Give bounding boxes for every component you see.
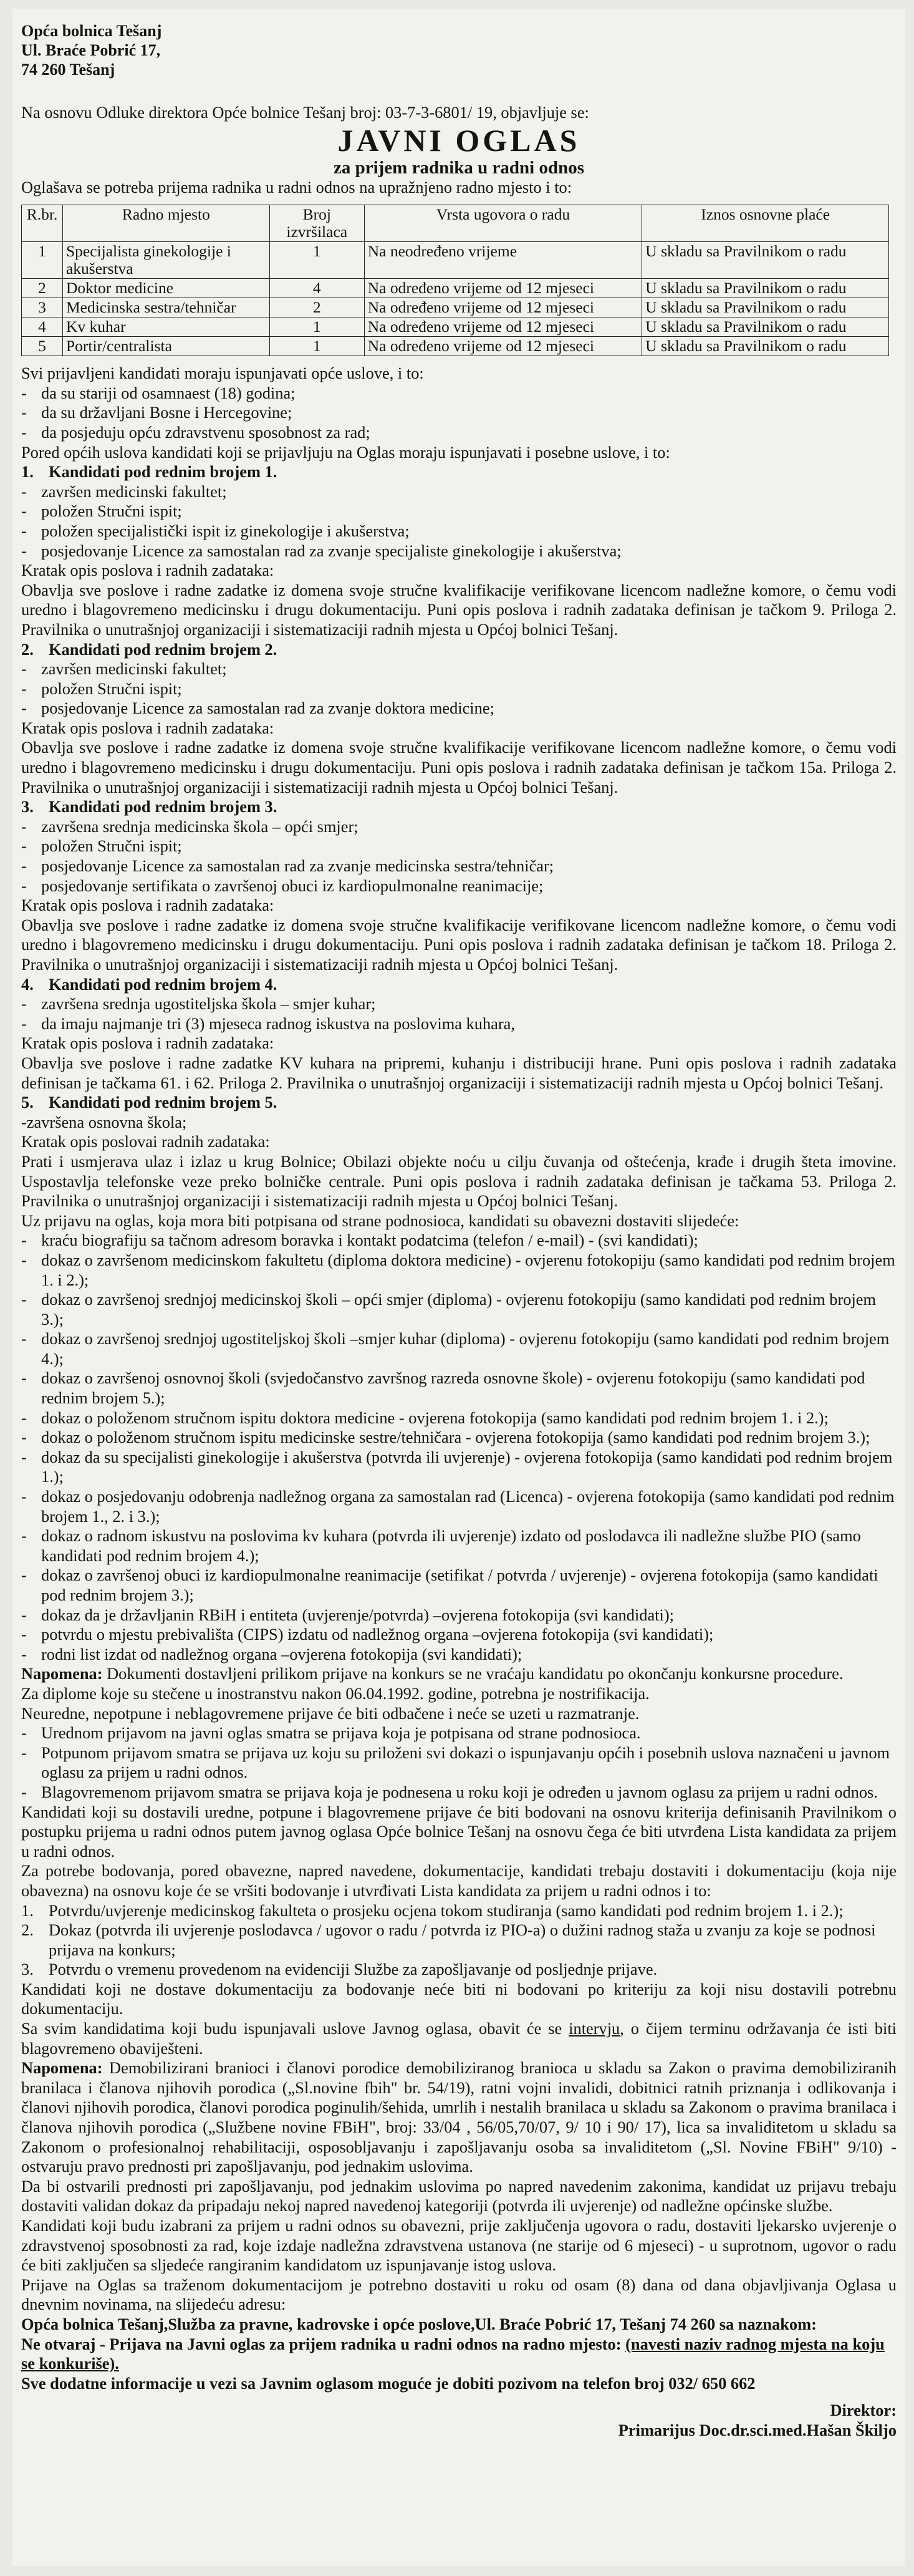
cell-salary: U skladu sa Pravilnikom o radu — [642, 279, 889, 298]
requirement-item: - posjedovanje Licence za samostalan rad za zvanje medicinska sestra/tehničar; — [21, 856, 897, 876]
job-description: Obavlja sve poslove i radne zadatke iz domena svoje stručne kvalifikacije verifikovane licencom nadležne komore, o čemu vodi uredno i blagovremeno medicinsku i drugu dokumentaciju. Puni opis poslova i radnih zadataka definisan je tačkom 9. Priloga 2. Pravilnika o unutrašnjoj organizaciji i sistematizaciji radnih mjesta u Općoj bolnici Tešanj. — [21, 580, 897, 639]
employer-header — [21, 21, 897, 79]
document-item: - dokaz o završenoj osnovnoj školi (svjedočanstvo završnog razreda osnovne škole) - ovjerenu fotokopiju (samo kandidati pod rednim brojem 5.); — [21, 1368, 897, 1408]
note-incomplete: Neuredne, nepotpune i neblagovremene prijave će biti odbačene i neće se uzeti u razmatranje. — [21, 1703, 640, 1723]
table-row — [22, 242, 889, 279]
cell-rbr: 2 — [22, 279, 63, 298]
document-item: - dokaz o radnom iskustvu na poslovima kv kuhara (potvrda ili uvjerenje) izdato od poslodavca ili nadležne službe PIO (samo kandidati pod rednim brojem 4.); — [21, 1526, 897, 1566]
requirement-item: - položen Stručni ispit; — [21, 836, 897, 856]
note-not-scored: Kandidati koji ne dostave dokumentaciju za bodovanje neće biti ni bodovani po kriteriju za koji nisu dostavili potrebnu dokumentaciju. — [21, 1979, 897, 2018]
notes-section — [21, 1664, 897, 2275]
announce-text: Oglašava se potreba prijema radnika u radni odnos na upražnjeno radno mjesto i to: — [21, 177, 572, 196]
requirement-item: - posjedovanje sertifikata o završenoj obuci iz kardiopulmonalne reanimacije; — [21, 876, 897, 896]
col-header-contract: Vrsta ugovora o radu — [364, 205, 642, 242]
cell-count: 2 — [269, 298, 364, 317]
cell-rbr: 3 — [22, 298, 63, 317]
job-description: Prati i usmjerava ulaz i izlaz u krug Bolnice; Obilazi objekte noću u cilju čuvanja od oštećenja, krađe i drugih šteta imovine. Uspostavlja telefonske veze preko bolničke centrale. Puni opis poslova i radnih zadataka definisan je tačkama 53. Priloga 2. Pravilnika o unutrašnjoj organizaciji i sistematizaciji radnih mjesta u Općoj bolnici Tešanj. — [21, 1151, 897, 1211]
definition-item: - Urednom prijavom na javni oglas smatra se prijava koja je potpisana od strane podnosioca. — [21, 1723, 897, 1743]
position-heading: 3. Kandidati pod rednim brojem 3. — [21, 797, 277, 816]
document-item: - dokaz o položenom stručnom ispitu doktora medicine - ovjerena fotokopija (samo kandidati pod rednim brojem 1. i 2.); — [21, 1408, 897, 1428]
cell-contract: Na određeno vrijeme od 12 mjeseci — [364, 298, 642, 317]
document-item: - dokaz o položenom stručnom ispitu medicinske sestre/tehničara - ovjerena fotokopija (samo kandidati pod rednim brojem 3.); — [21, 1428, 897, 1448]
cell-position: Doktor medicine — [62, 279, 269, 298]
job-description: Obavlja sve poslove i radne zadatke KV kuhara na pripremi, kuhanju i distribuciji hrane. Puni opis poslova i radnih zadataka definisan je tačkama 61. i 62. Priloga 2. Pravilnika o unutrašnjoj organizaciji i sistematizaciji radnih mjesta u Općoj bolnici Tešanj. — [21, 1053, 897, 1092]
special-lead: Pored općih uslova kandidati koji se prijavljuju na Oglas moraju ispunjavati i posebne uslove, i to: — [21, 442, 670, 462]
signature-title: Direktor: — [830, 2401, 897, 2420]
cell-position: Specijalista ginekologije i akušerstva — [62, 242, 269, 279]
note-selected: Kandidati koji budu izabrani za prijem u radni odnos su obavezni, prije zaključenja ugovora o radu, dostaviti ljekarsko uvjerenje o zdravstvenoj sposobnosti za rad, koje izdaje nadležna zdravstvena ustanova (ne starije od 6 mjeseci) - u suprotnom, ugovor o radu će biti zaključen sa sljedeće rangiranim kandidatom uz ispunjavanje istog uslova. — [21, 2216, 897, 2275]
cell-salary: U skladu sa Pravilnikom o radu — [642, 317, 889, 337]
document-page — [12, 9, 905, 2566]
announcement-content — [12, 9, 905, 2441]
cell-salary: U skladu sa Pravilnikom o radu — [642, 298, 889, 317]
requirement-item: - položen specijalistički ispit iz ginekologije i akušerstva; — [21, 521, 897, 541]
document-item: - dokaz o završenoj srednjoj medicinskoj školi – opći smjer (diploma) - ovjerenu fotokopiju (samo kandidati pod rednim brojem 3.); — [21, 1290, 897, 1329]
signature-block — [21, 2401, 897, 2440]
required-documents — [21, 1211, 897, 1665]
requirement-item: - položen Stručni ispit; — [21, 501, 897, 521]
position-section-1 — [21, 462, 897, 639]
submission-address: Opća bolnica Tešanj,Služba za pravne, kadrovske i opće poslove,Ul. Braće Pobrić 17, Tešanj 74 260 sa naznakom: — [21, 2314, 817, 2333]
document-item: - dokaz o završenoj srednjoj ugostiteljskoj školi –smjer kuhar (diploma) - ovjerenu fotokopiju (samo kandidati pod rednim brojem 4.); — [21, 1329, 897, 1368]
definition-item: - Potpunom prijavom smatra se prijava uz koju su priloženi svi dokazi o ispunjavanju općih i posebnih uslova naznačeni u javnom oglasu za prijem u radni odnos. — [21, 1743, 897, 1783]
position-heading: 1. Kandidati pod rednim brojem 1. — [21, 462, 277, 482]
requirement-item: -završena osnovna škola; — [21, 1112, 187, 1131]
note-scoring: Kandidati koji su dostavili uredne, potpune i blagovremene prijave će biti bodovani na osnovu kriterija definisanih Pravilnikom o postupku prijema u radni odnos putem javnog oglasa Opće bolnice Tešanj na osnovu čega će biti utvrđena Lista kandidata za prijem u radni odnos. — [21, 1802, 897, 1861]
position-section-4 — [21, 975, 897, 1093]
submission-info: Sve dodatne informacije u vezi sa Javnim oglasom moguće je dobiti pozivom na telefon broj 032/ 650 662 — [21, 2373, 756, 2393]
position-heading: 2. Kandidati pod rednim brojem 2. — [21, 639, 277, 659]
submission-marking: Ne otvaraj - Prijava na Javni oglas za prijem radnika u radni odnos na radno mjesto: (navesti naziv radnog mjesta na koju se konkuriše). — [21, 2334, 885, 2373]
cell-salary: U skladu sa Pravilnikom o radu — [642, 337, 889, 356]
cell-rbr: 4 — [22, 317, 63, 337]
position-heading: 5. Kandidati pod rednim brojem 5. — [21, 1093, 277, 1112]
scoring-item: 1. Potvrdu/uvjerenje medicinskog fakulteta o prosjeku ocjena tokom studiranja (samo kandidati pod rednim brojem 1. i 2.); — [21, 1901, 844, 1920]
col-header-rbr: R.br. — [22, 205, 63, 242]
general-item: - da posjeduju opću zdravstvenu sposobnost za rad; — [21, 423, 897, 443]
general-item: - da su stariji od osamnaest (18) godina; — [21, 384, 897, 404]
table-row — [22, 337, 889, 356]
document-item: - kraću biografiju sa tačnom adresom boravka i kontakt podatcima (telefon / e-mail) - (svi kandidati); — [21, 1231, 897, 1251]
job-description-label: Kratak opis poslova i radnih zadataka: — [21, 1034, 274, 1053]
cell-rbr: 1 — [22, 242, 63, 279]
col-header-position: Radno mjesto — [62, 205, 269, 242]
cell-count: 1 — [269, 317, 364, 337]
cell-rbr: 5 — [22, 337, 63, 356]
cell-contract: Na određeno vrijeme od 12 mjeseci — [364, 317, 642, 337]
announcement-title: JAVNI OGLAS — [337, 122, 580, 158]
document-item: - dokaz da je državljanin RBiH i entiteta (uvjerenje/potvrda) –ovjerena fotokopija (svi kandidati); — [21, 1605, 897, 1625]
cell-position: Portir/centralista — [62, 337, 269, 356]
document-item: - dokaz o završenoj obuci iz kardiopulmonalne reanimacije (setifikat / potvrda / uvjerenje) - ovjerena fotokopija (samo kandidati pod rednim brojem 3.); — [21, 1566, 897, 1605]
documents-lead: Uz prijavu na oglas, koja mora biti potpisana od strane podnosioca, kandidati su obavezni dostaviti slijedeće: — [21, 1211, 739, 1230]
table-row — [22, 317, 889, 337]
employer-street: Ul. Braće Pobrić 17, — [21, 41, 161, 59]
announcement-subtitle: za prijem radnika u radni odnos — [333, 157, 585, 178]
requirement-item: - položen Stručni ispit; — [21, 679, 897, 699]
job-description-label: Kratak opis poslova i radnih zadataka: — [21, 896, 274, 915]
document-item: - dokaz o završenom medicinskom fakultetu (diploma doktora medicine) - ovjerenu fotokopiju (samo kandidati pod rednim brojem 1. i 2.); — [21, 1251, 897, 1290]
general-conditions — [21, 364, 897, 462]
col-header-count: Broj izvršilaca — [269, 205, 364, 242]
note-priority: Da bi ostvarili prednosti pri zapošljavanju, pod jednakim uslovima po napred navedenim zakonima, kandidat uz prijavu trebaju dostaviti validan dokaz da pripadaju nekoj napred navedenoj kategoriji (potvrda ili uvjerenje) od nadležne općinske službe. — [21, 2176, 897, 2215]
position-heading: 4. Kandidati pod rednim brojem 4. — [21, 974, 277, 994]
note-diploma: Za diplome koje su stečene u inostranstvu nakon 06.04.1992. godine, potrebna je nostrifikacija. — [21, 1683, 650, 1703]
requirement-item: - završena srednja ugostiteljska škola – smjer kuhar; — [21, 994, 897, 1014]
cell-count: 1 — [269, 242, 364, 279]
cell-position: Kv kuhar — [62, 317, 269, 337]
intro-text: Na osnovu Odluke direktora Opće bolnice Tešanj broj: 03-7-3-6801/ 19, objavljuje se: — [21, 103, 589, 122]
table-header-row — [22, 205, 889, 242]
requirement-item: - da imaju najmanje tri (3) mjeseca radnog iskustva na poslovima kuhara, — [21, 1014, 897, 1034]
job-description-label: Kratak opis poslova i radnih zadataka: — [21, 718, 274, 737]
cell-position: Medicinska sestra/tehničar — [62, 298, 269, 317]
signature-name: Primarijus Doc.dr.sci.med.Hašan Škiljo — [618, 2420, 897, 2439]
document-item: - dokaz da su specijalisti ginekologije i akušerstva (potvrda ili uvjerenje) - ovjerena fotokopija (samo kandidati pod rednim brojem 1.); — [21, 1448, 897, 1487]
note-veterans: Napomena: Demobilizirani branioci i članovi porodice demobiliziranog branioca u skladu sa Zakon o pravima demobiliziranih branilaca i članova njihovih porodica („Sl.novine fbih" br. 54/19), ratni vojni invalidi, dobitnici ratnih priznanja i odlikovanja i članovi njihovih porodica, članovi porodica poginulih/šehida, umrlih i nestalih branilaca u skladu sa Zakonom o pravima branilaca i članova njihovih porodica („Službene novine FBiH", broj: 33/04 , 56/05,70/07, 9/ 10 i 90/ 17), lica sa invaliditetom u skladu sa Zakonom o profesionalnoj rehabilitaciji, osposobljavanju i zapošljavanju osoba sa invaliditetom („Sl. Novine FBiH" 9/10) - ostvaruju pravo prednosti pri zapošljavanju, pod jednakim uslovima. — [21, 2058, 897, 2176]
document-item: - rodni list izdat od nadležnog organa –ovjerena fotokopija (svi kandidati); — [21, 1645, 897, 1665]
cell-contract: Na neodređeno vrijeme — [364, 242, 642, 279]
cell-salary: U skladu sa Pravilnikom o radu — [642, 242, 889, 279]
requirement-item: - završen medicinski fakultet; — [21, 659, 897, 679]
submission-text: Prijave na Oglas sa traženom dokumentacijom je potrebno dostaviti u roku od osam (8) dana od dana objavljivanja Oglasa u dnevnim novinama, na slijedeću adresu: — [21, 2275, 897, 2314]
requirement-item: - završena srednja medicinska škola – opći smjer; — [21, 817, 897, 837]
cell-count: 1 — [269, 337, 364, 356]
document-item: - potvrdu o mjestu prebivališta (CIPS) izdatu od nadležnog organa –ovjerena fotokopija (svi kandidati); — [21, 1625, 897, 1645]
requirement-item: - posjedovanje Licence za samostalan rad za zvanje doktora medicine; — [21, 699, 897, 719]
note-interview: Sa svim kandidatima koji budu ispunjavali uslove Javnog oglasa, obavit će se intervju, o čijem terminu održavanja će isti biti blagovremeno obaviješteni. — [21, 2019, 897, 2058]
job-description-label: Kratak opis poslovai radnih zadataka: — [21, 1132, 270, 1151]
note-scoring-lead: Za potrebe bodovanja, pored obavezne, napred navedene, dokumentacije, kandidati trebaju dostaviti i dokumentaciju (koja nije obavezna) na osnovu koje će se vršiti bodovanje i utvrđivati Lista kandidata za prijem u radni odnos i to: — [21, 1861, 897, 1900]
scoring-item: 3. Potvrdu o vremenu provedenom na evidenciji Službe za zapošljavanje od posljednje prijave. — [21, 1960, 658, 1979]
submission-section — [21, 2275, 897, 2394]
cell-contract: Na određeno vrijeme od 12 mjeseci — [364, 279, 642, 298]
general-lead: Svi prijavljeni kandidati moraju ispunjavati opće uslove, i to: — [21, 364, 424, 383]
cell-count: 4 — [269, 279, 364, 298]
table-row — [22, 279, 889, 298]
document-item: - dokaz o posjedovanju odobrenja nadležnog organa za samostalan rad (Licenca) - ovjerena fotokopija (samo kandidati pod rednim brojem 1., 2. i 3.); — [21, 1487, 897, 1526]
employer-city: 74 260 Tešanj — [21, 61, 115, 79]
position-section-5 — [21, 1093, 897, 1211]
position-section-2 — [21, 640, 897, 798]
job-description: Obavlja sve poslove i radne zadatke iz domena svoje stručne kvalifikacije verifikovane licencom nadležne komore, o čemu vodi uredno i blagovremeno medicinsku i drugu dokumentaciju. Puni opis poslova i radnih zadataka definisan je tačkom 15a. Priloga 2. Pravilnika o unutrašnjoj organizaciji i sistematizaciji radnih mjesta u Općoj bolnici Tešanj. — [21, 738, 897, 797]
cell-contract: Na određeno vrijeme od 12 mjeseci — [364, 337, 642, 356]
table-row — [22, 298, 889, 317]
position-section-3 — [21, 797, 897, 974]
general-item: - da su državljani Bosne i Hercegovine; — [21, 403, 897, 423]
job-description-label: Kratak opis poslova i radnih zadataka: — [21, 561, 274, 580]
job-description: Obavlja sve poslove i radne zadatke iz domena svoje stručne kvalifikacije verifikovane licencom nadležne komore, o čemu vodi uredno i blagovremeno medicinsku i drugu dokumentaciju. Puni opis poslova i radnih zadataka definisan je tačkom 18. Priloga 2. Pravilnika o unutrašnjoj organizaciji i sistematizaciji radnih mjesta u Općoj bolnici Tešanj. — [21, 915, 897, 974]
col-header-salary: Iznos osnovne plaće — [642, 205, 889, 242]
requirement-item: - posjedovanje Licence za samostalan rad za zvanje specijaliste ginekologije i akušerstva; — [21, 541, 897, 561]
requirement-item: - završen medicinski fakultet; — [21, 482, 897, 502]
scoring-item: 2. Dokaz (potvrda ili uvjerenje poslodavca / ugovor o radu / potvrda iz PIO-a) o dužini radnog staža u zvanju za koje se podnosi prijava na konkurs; — [21, 1920, 876, 1959]
definition-item: - Blagovremenom prijavom smatra se prijava koja je podnesena u roku koji je određen u javnom oglasu za prijem u radni odnos. — [21, 1783, 897, 1803]
employer-name: Opća bolnica Tešanj — [21, 22, 162, 40]
positions-table — [21, 205, 889, 356]
note-documents: Napomena: Dokumenti dostavljeni prilikom prijave na konkurs se ne vraćaju kandidatu po okončanju konkursne procedure. — [21, 1664, 844, 1683]
